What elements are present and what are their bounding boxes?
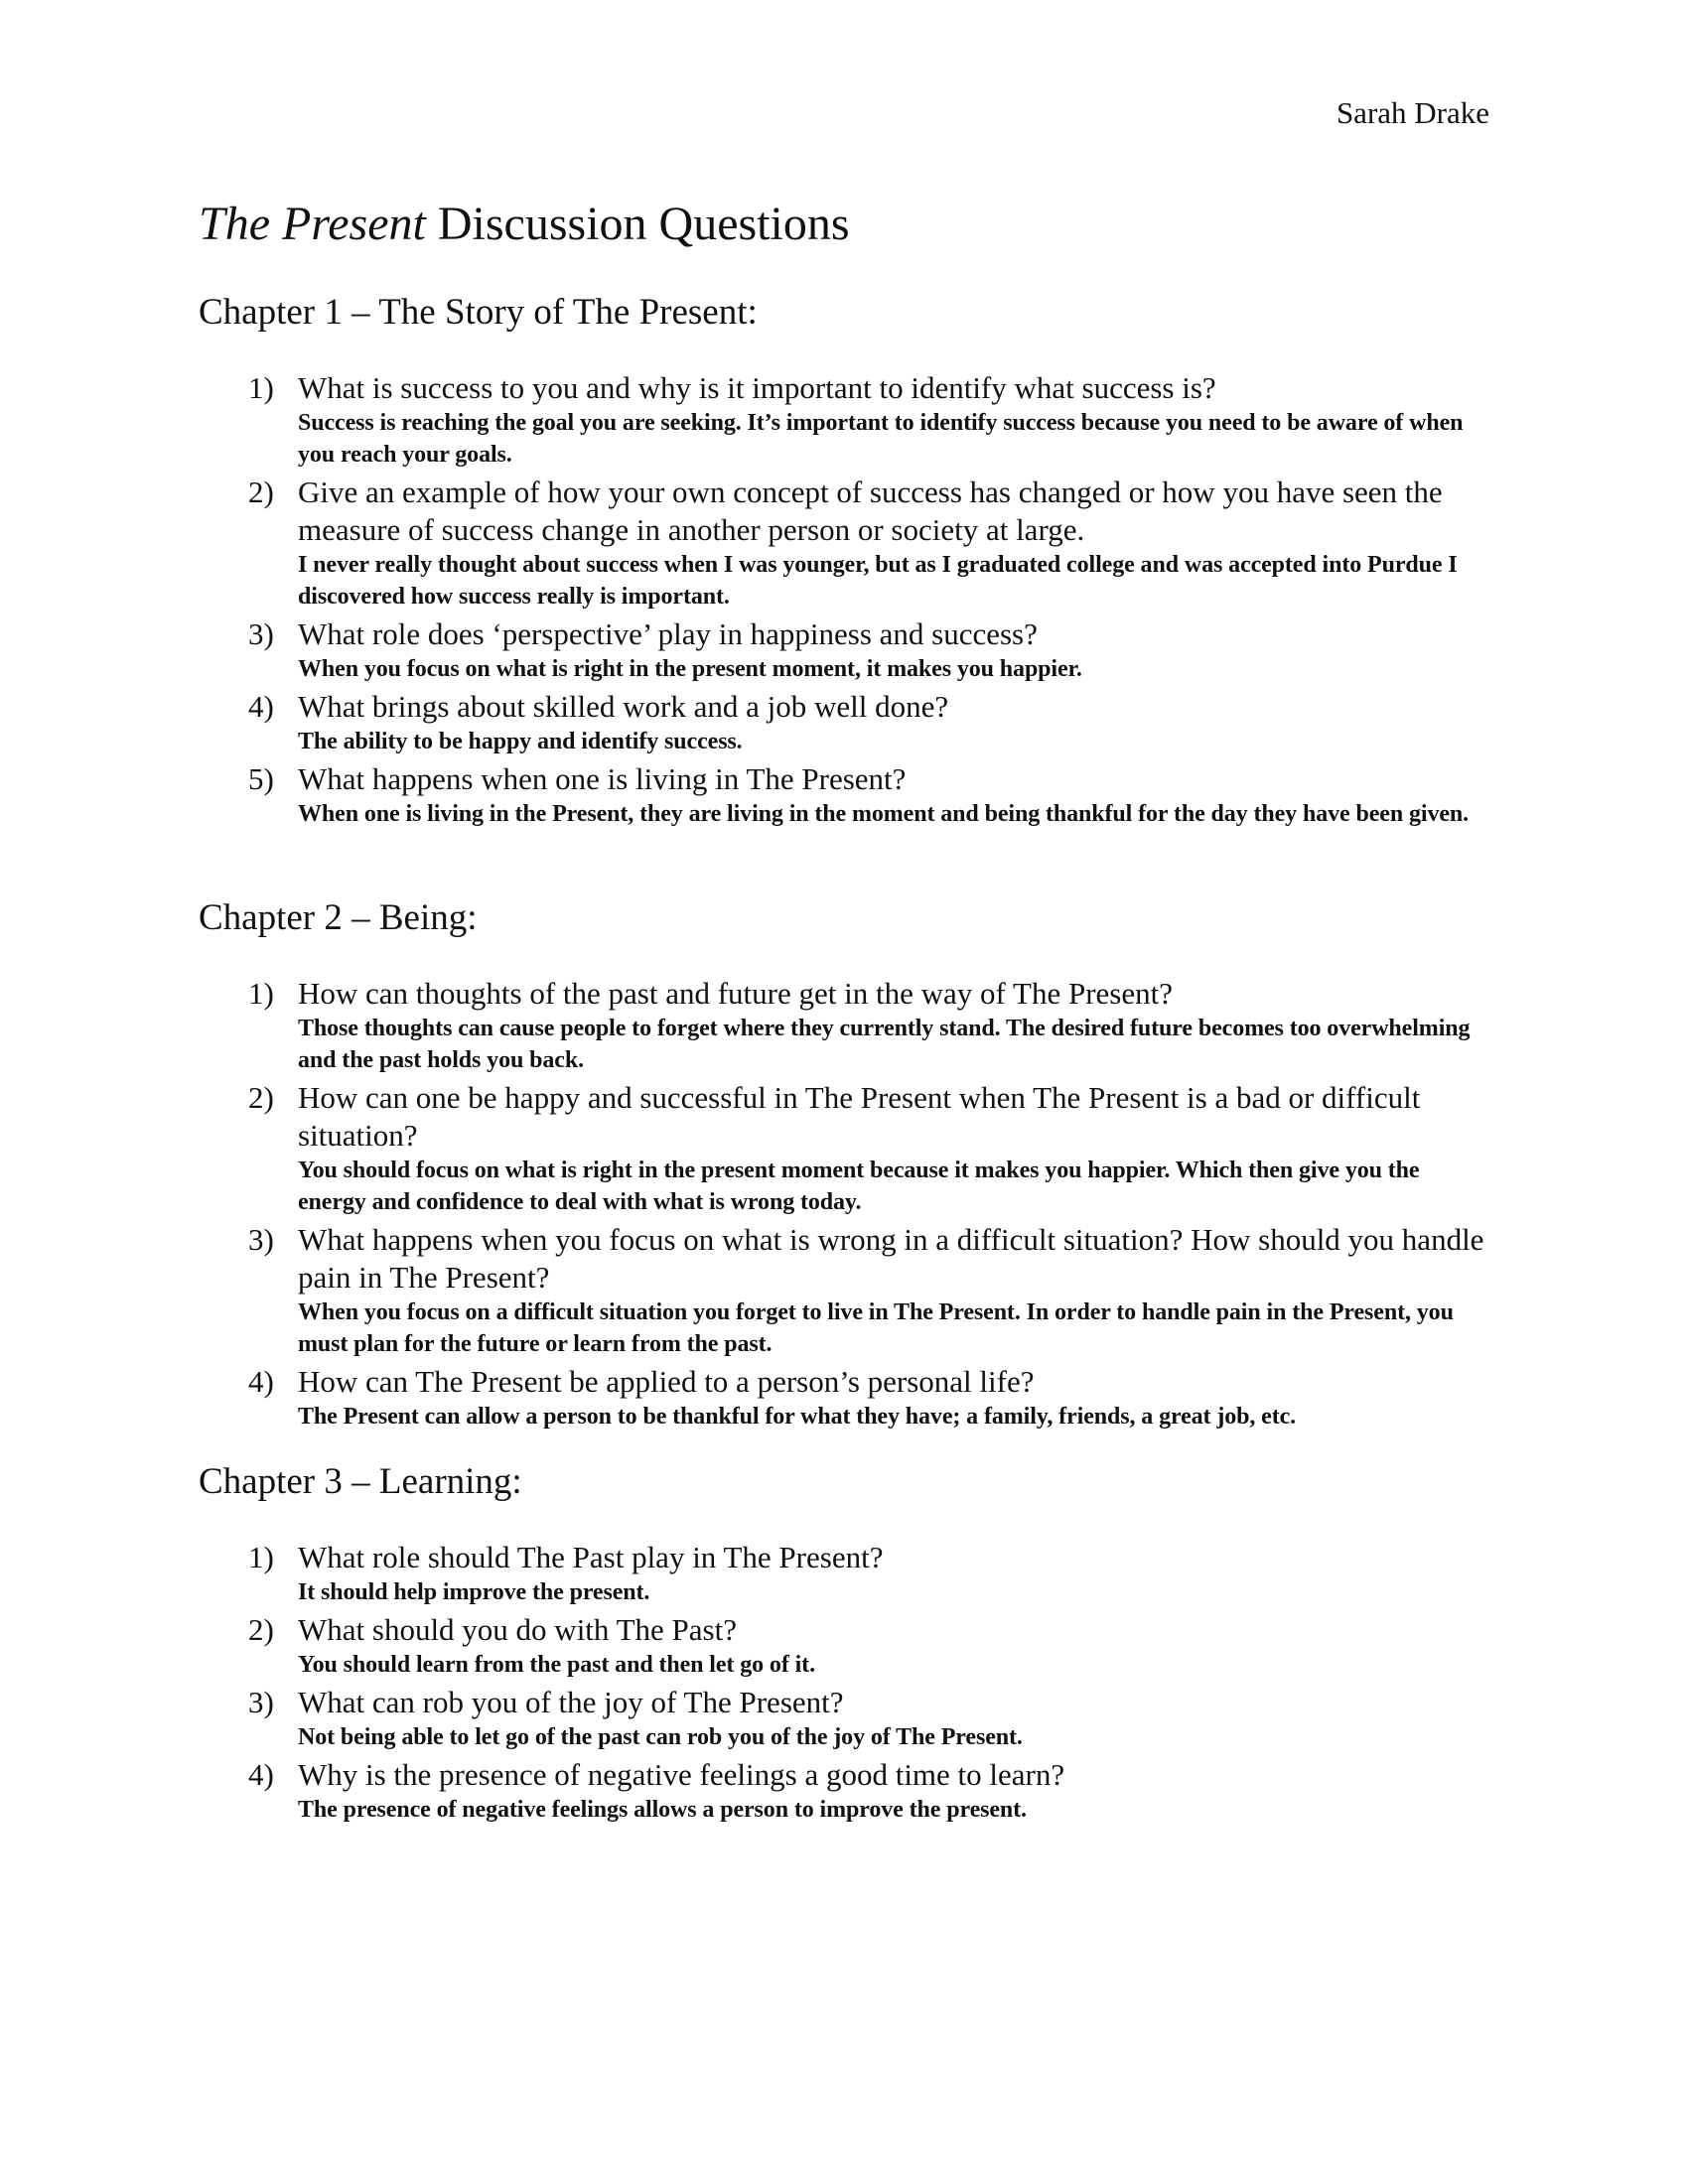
question-number: 2) — [248, 1611, 274, 1647]
question-item — [199, 474, 1489, 613]
chapter-heading: Chapter 1 – The Story of The Present: — [199, 292, 758, 333]
question-item — [199, 1079, 1489, 1218]
question-item — [199, 369, 1489, 471]
question-list — [199, 1539, 1489, 1826]
question-item — [199, 688, 1489, 757]
question-item — [199, 1221, 1489, 1360]
question-number: 1) — [248, 369, 274, 405]
question-number: 5) — [248, 760, 274, 796]
question-item — [199, 1363, 1489, 1433]
chapter-heading: Chapter 3 – Learning: — [199, 1461, 522, 1502]
chapter-2 — [199, 898, 1489, 1435]
author-name: Sarah Drake — [1336, 95, 1489, 130]
answer-text: You should learn from the past and then let go of it. — [298, 1651, 815, 1678]
question-text: What can rob you of the joy of The Present? — [298, 1684, 844, 1719]
question-text: How can one be happy and successful in The Present when The Present is a bad or difficult situation? — [298, 1079, 1421, 1153]
question-text: What is success to you and why is it important to identify what success is? — [298, 369, 1216, 405]
answer-text: The Present can allow a person to be thankful for what they have; a family, friends, a great job, etc. — [298, 1403, 1297, 1430]
answer-text: I never really thought about success when I was younger, but as I graduated college and was accepted into Purdue I discovered how success really is important. — [298, 551, 1458, 610]
question-text: What brings about skilled work and a job well done? — [298, 688, 949, 724]
answer-text: Not being able to let go of the past can rob you of the joy of The Present. — [298, 1723, 1023, 1750]
question-text: What happens when one is living in The Present? — [298, 760, 907, 796]
chapter-1 — [199, 293, 1489, 833]
question-text: What role should The Past play in The Present? — [298, 1539, 884, 1574]
answer-text: When you focus on what is right in the present moment, it makes you happier. — [298, 655, 1082, 682]
question-text: How can thoughts of the past and future get in the way of The Present? — [298, 975, 1173, 1011]
question-number: 4) — [248, 1363, 274, 1399]
answer-text: The presence of negative feelings allows a person to improve the present. — [298, 1796, 1027, 1823]
answer-text: When one is living in the Present, they are living in the moment and being thankful for the day they have been given. — [298, 800, 1470, 827]
question-item — [199, 1539, 1489, 1608]
question-number: 2) — [248, 1079, 274, 1115]
title-italic-part: The Present — [199, 198, 426, 250]
answer-text: When you focus on a difficult situation you forget to live in The Present. In order to handle pain in the Present, you must plan for the future or learn from the past. — [298, 1298, 1454, 1357]
question-text: Give an example of how your own concept of success has changed or how you have seen the measure of success change in another person or society at large. — [298, 474, 1443, 547]
question-text: What should you do with The Past? — [298, 1611, 737, 1647]
question-number: 3) — [248, 1684, 274, 1719]
question-item — [199, 1684, 1489, 1753]
question-number: 2) — [248, 474, 274, 509]
question-number: 4) — [248, 688, 274, 724]
answer-text: You should focus on what is right in the present moment because it makes you happier. Which then give you the energy and confidence to deal with what is wrong today. — [298, 1157, 1420, 1215]
question-item — [199, 760, 1489, 830]
question-number: 4) — [248, 1756, 274, 1792]
question-item — [199, 615, 1489, 685]
question-list — [199, 369, 1489, 830]
chapter-heading: Chapter 2 – Being: — [199, 897, 478, 938]
question-number: 3) — [248, 1221, 274, 1257]
question-list — [199, 975, 1489, 1433]
document-title — [199, 199, 850, 251]
answer-text: Those thoughts can cause people to forget where they currently stand. The desired future becomes too overwhelming and the past holds you back. — [298, 1015, 1471, 1073]
question-text: How can The Present be applied to a person’s personal life? — [298, 1363, 1035, 1399]
question-item — [199, 975, 1489, 1076]
chapter-3 — [199, 1462, 1489, 1829]
question-item — [199, 1611, 1489, 1681]
question-text: What role does ‘perspective’ play in happiness and success? — [298, 615, 1038, 651]
answer-text: Success is reaching the goal you are seeking. It’s important to identify success because you need to be aware of when you reach your goals. — [298, 409, 1464, 468]
question-number: 1) — [248, 975, 274, 1011]
question-item — [199, 1756, 1489, 1826]
question-text: What happens when you focus on what is wrong in a difficult situation? How should you handle pain in The Present? — [298, 1221, 1484, 1295]
answer-text: The ability to be happy and identify success. — [298, 728, 743, 754]
question-text: Why is the presence of negative feelings a good time to learn? — [298, 1756, 1065, 1792]
title-rest: Discussion Questions — [425, 198, 850, 250]
question-number: 3) — [248, 615, 274, 651]
question-number: 1) — [248, 1539, 274, 1574]
answer-text: It should help improve the present. — [298, 1578, 650, 1605]
